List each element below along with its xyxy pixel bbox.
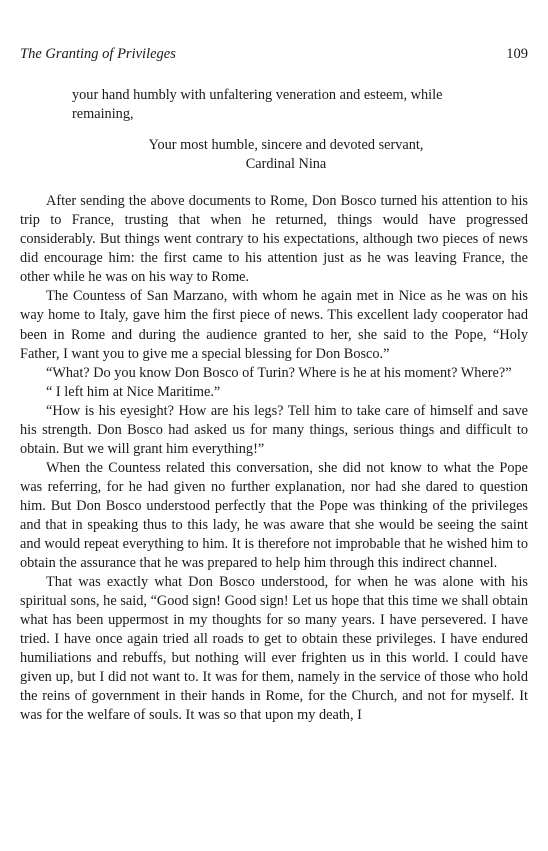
signatory: Cardinal Nina xyxy=(245,156,327,173)
letter-signature xyxy=(20,136,528,174)
body-text xyxy=(20,86,528,726)
letter-closing-line: your hand humbly with unfaltering veneration and esteem, while remaining, xyxy=(72,87,443,123)
paragraph: When the Countess related this conversation, she did not know to what the Pope was referring, for he had given no further explanation, nor had she dared to question him. But Don Bosco understood perfectly that the Pope was thinking of the privileges and that in speaking thus to this lady, he was aware that she would be seeing the saint and would repeat everything to him. It is therefore not improbable that he wished him to obtain the assurance that he was prepared to help him through this indirect channel. xyxy=(20,459,528,572)
valediction: Your most humble, sincere and devoted servant, xyxy=(148,137,424,154)
paragraph: “How is his eyesight? How are his legs? Tell him to take care of himself and save his strength. Don Bosco had asked us for many things, serious things and difficult to obtain. But we will grant him everything!” xyxy=(20,402,528,457)
paragraph: The Countess of San Marzano, with whom he again met in Nice as he was on his way home to Italy, gave him the first piece of news. This excellent lady cooperator had been in Rome and during the audience granted to her, she said to the Pope, “Holy Father, I want you to give me a special blessing for Don Bosco.” xyxy=(20,288,528,362)
paragraph: “What? Do you know Don Bosco of Turin? Where is he at his moment? Where?” xyxy=(46,364,512,381)
paragraph: After sending the above documents to Rome, Don Bosco turned his attention to his trip to France, trusting that when he returned, things would have progressed considerably. But things went contrary to his expectations, although two pieces of news did encourage him: the first came to his attention just as he was leaving France, the other while he was on his way to Rome. xyxy=(20,193,528,286)
running-title: The Granting of Privileges xyxy=(20,46,176,62)
book-page xyxy=(20,0,528,851)
page-header xyxy=(20,46,528,66)
paragraph: “ I left him at Nice Maritime.” xyxy=(46,383,221,400)
page-number: 109 xyxy=(506,46,528,62)
paragraph: That was exactly what Don Bosco understood, for when he was alone with his spiritual sons, he said, “Good sign! Good sign! Let us hope that this time we shall obtain what has been uppermost in my thoughts for so many years. I have persevered. I have tried. I have once again tried all roads to get to obtain these privileges. I have endured humiliations and rebuffs, but nothing will ever frighten us in this world. I could have given up, but I did not want to. It was for them, namely in the service of those who hold the reins of government in their hands in Rome, for the Church, and not for myself. It was for the welfare of souls. It was so that upon my death, I xyxy=(20,574,528,724)
